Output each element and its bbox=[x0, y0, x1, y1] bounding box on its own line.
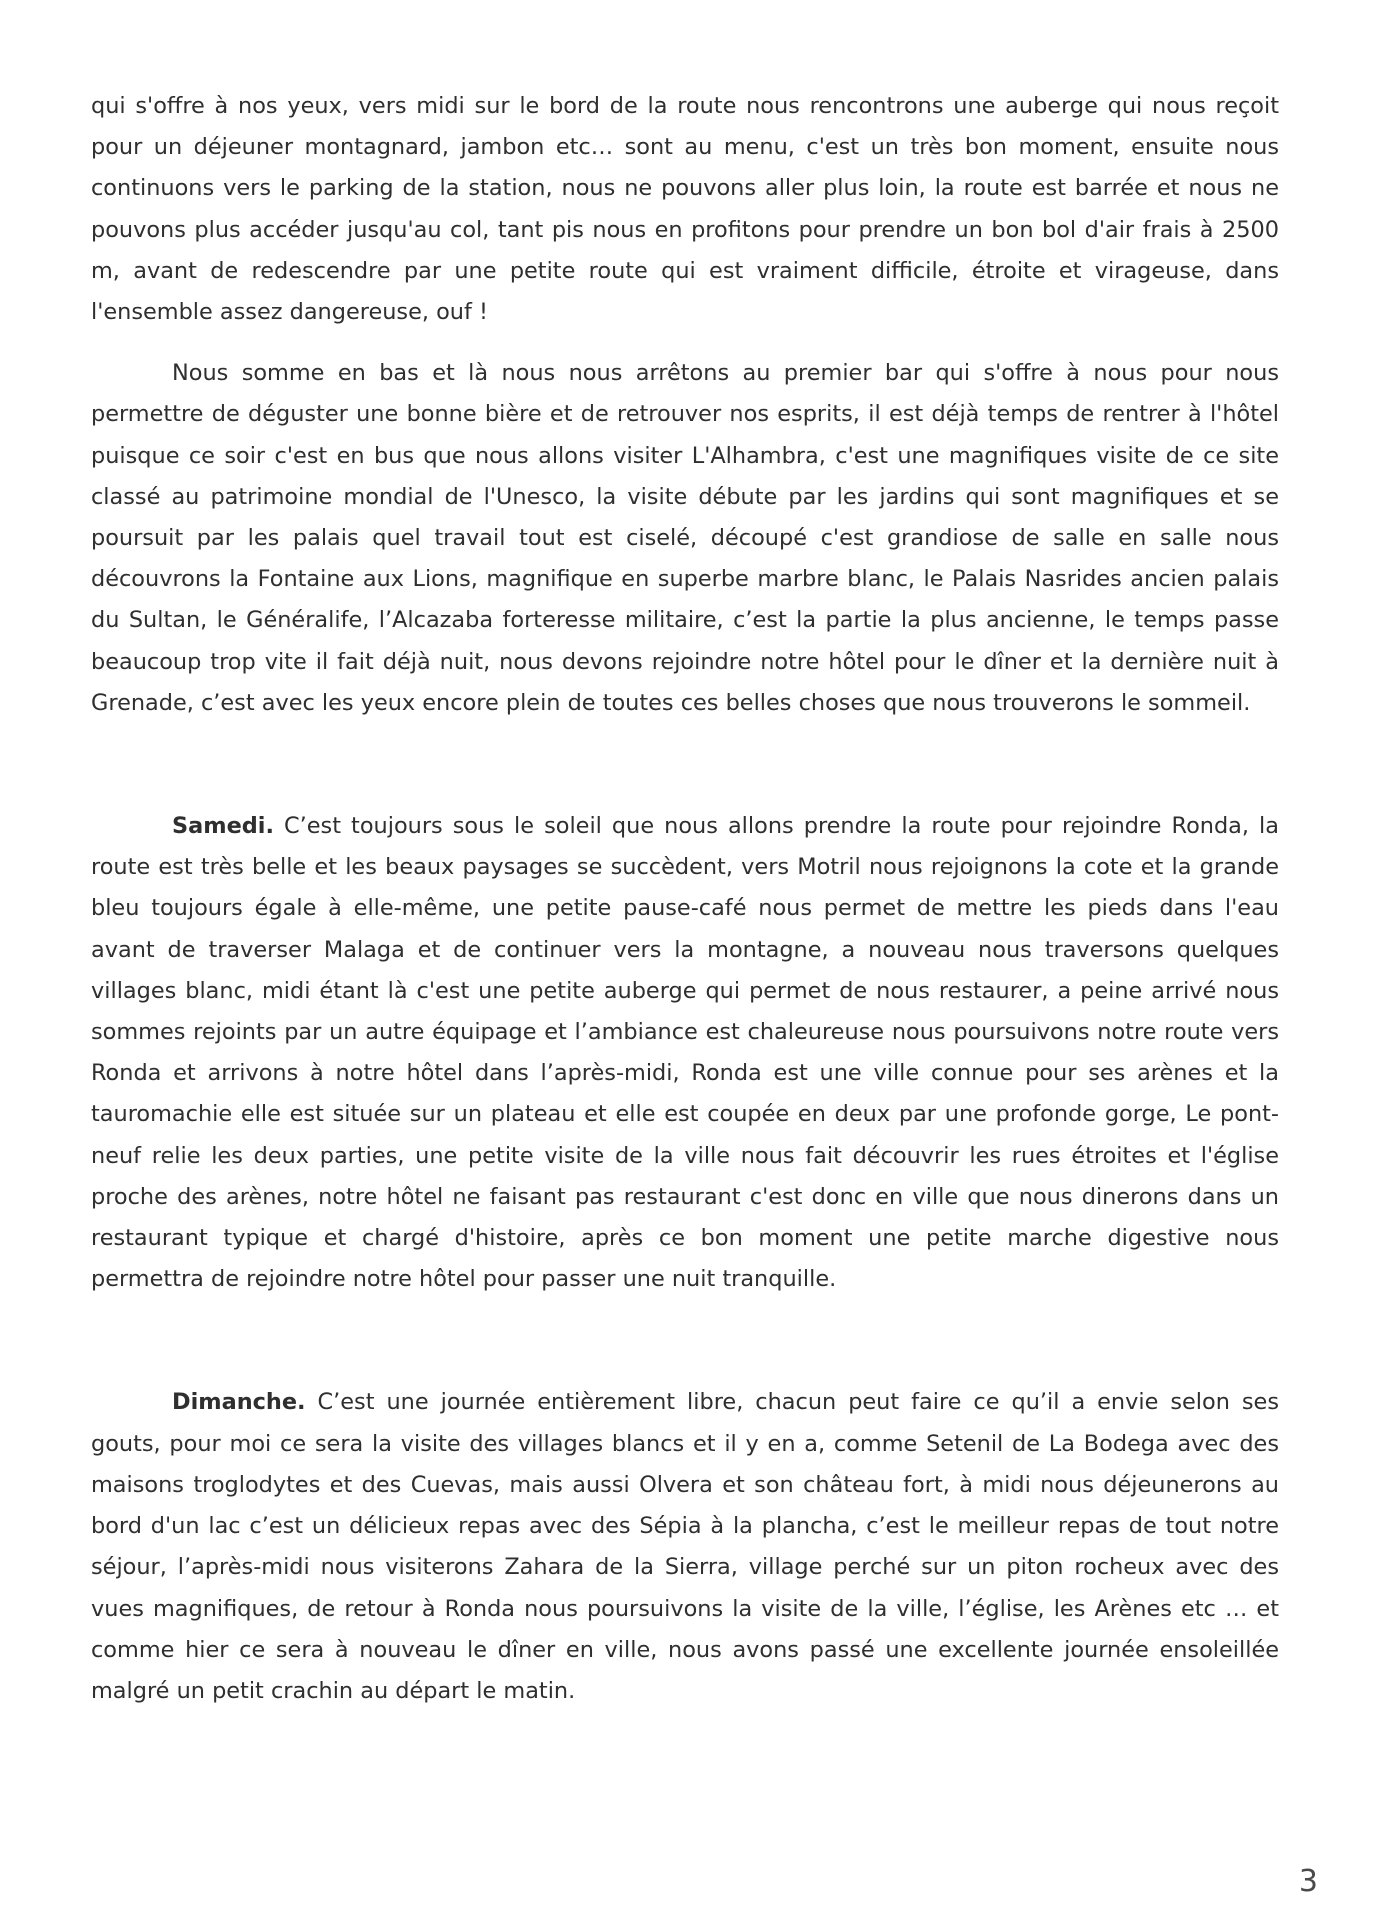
paragraph-gap bbox=[91, 724, 1279, 806]
paragraph-gap bbox=[91, 333, 1279, 353]
paragraph-samedi bbox=[91, 806, 1279, 1300]
document-page bbox=[91, 86, 1279, 1712]
day-heading-dimanche: Dimanche. bbox=[172, 1389, 306, 1416]
paragraph-dimanche bbox=[91, 1382, 1279, 1712]
paragraph-continuation: qui s'offre à nos yeux, vers midi sur le bord de la route nous rencontrons une auberge qui nous reçoit pour un déjeuner montagnard, jambon etc… sont au menu, c'est un très bon moment, ensuite nous continuons vers le parking de la station, nous ne pouvons aller plus loin, la route est barrée et nous ne pouvons plus accéder jusqu'au col, tant pis nous en profitons pour prendre un bon bol d'air frais à 2500 m, avant de redescendre par une petite route qui est vraiment difficile, étroite et virageuse, dans l'ensemble assez dangereuse, ouf ! bbox=[91, 93, 1279, 326]
paragraph-gap bbox=[91, 1300, 1279, 1382]
day-heading-samedi: Samedi. bbox=[172, 813, 274, 840]
paragraph-dimanche-text: C’est une journée entièrement libre, chacun peut faire ce qu’il a envie selon ses gouts, pour moi ce sera la visite des villages blancs et il y en a, comme Setenil de La Bodega avec des maisons troglodytes et des Cuevas, mais aussi Olvera et son château fort, à midi nous déjeunerons au bord d'un lac c’est un délicieux repas avec des Sépia à la plancha, c’est le meilleur repas de tout notre séjour, l’après-midi nous visiterons Zahara de la Sierra, village perché sur un piton rocheux avec des vues magnifiques, de retour à Ronda nous poursuivons la visite de la ville, l’église, les Arènes etc … et comme hier ce sera à nouveau le dîner en ville, nous avons passé une excellente journée ensoleillée malgré un petit crachin au départ le matin. bbox=[91, 1389, 1279, 1704]
paragraph-samedi-text: C’est toujours sous le soleil que nous allons prendre la route pour rejoindre Ronda, la route est très belle et les beaux paysages se succèdent, vers Motril nous rejoignons la cote et la grande bleu toujours égale à elle-même, une petite pause-café nous permet de mettre les pieds dans l'eau avant de traverser Malaga et de continuer vers la montagne, a nouveau nous traversons quelques villages blanc, midi étant là c'est une petite auberge qui permet de nous restaurer, a peine arrivé nous sommes rejoints par un autre équipage et l’ambiance est chaleureuse nous poursuivons notre route vers Ronda et arrivons à notre hôtel dans l’après-midi, Ronda est une ville connue pour ses arènes et la tauromachie elle est située sur un plateau et elle est coupée en deux par une profonde gorge, Le pont-neuf relie les deux parties, une petite visite de la ville nous fait découvrir les rues étroites et l'église proche des arènes, notre hôtel ne faisant pas restaurant c'est donc en ville que nous dinerons dans un restaurant typique et chargé d'histoire, après ce bon moment une petite marche digestive nous permettra de rejoindre notre hôtel pour passer une nuit tranquille. bbox=[91, 813, 1279, 1293]
paragraph-alhambra: Nous somme en bas et là nous nous arrêtons au premier bar qui s'offre à nous pour nous permettre de déguster une bonne bière et de retrouver nos esprits, il est déjà temps de rentrer à l'hôtel puisque ce soir c'est en bus que nous allons visiter L'Alhambra, c'est une magnifiques visite de ce site classé au patrimoine mondial de l'Unesco, la visite débute par les jardins qui sont magnifiques et se poursuit par les palais quel travail tout est ciselé, découpé c'est grandiose de salle en salle nous découvrons la Fontaine aux Lions, magnifique en superbe marbre blanc, le Palais Nasrides ancien palais du Sultan, le Généralife, l’Alcazaba forteresse militaire, c’est la partie la plus ancienne, le temps passe beaucoup trop vite il fait déjà nuit, nous devons rejoindre notre hôtel pour le dîner et la dernière nuit à Grenade, c’est avec les yeux encore plein de toutes ces belles choses que nous trouverons le sommeil. bbox=[91, 360, 1279, 716]
page-number: 3 bbox=[1298, 1864, 1318, 1899]
